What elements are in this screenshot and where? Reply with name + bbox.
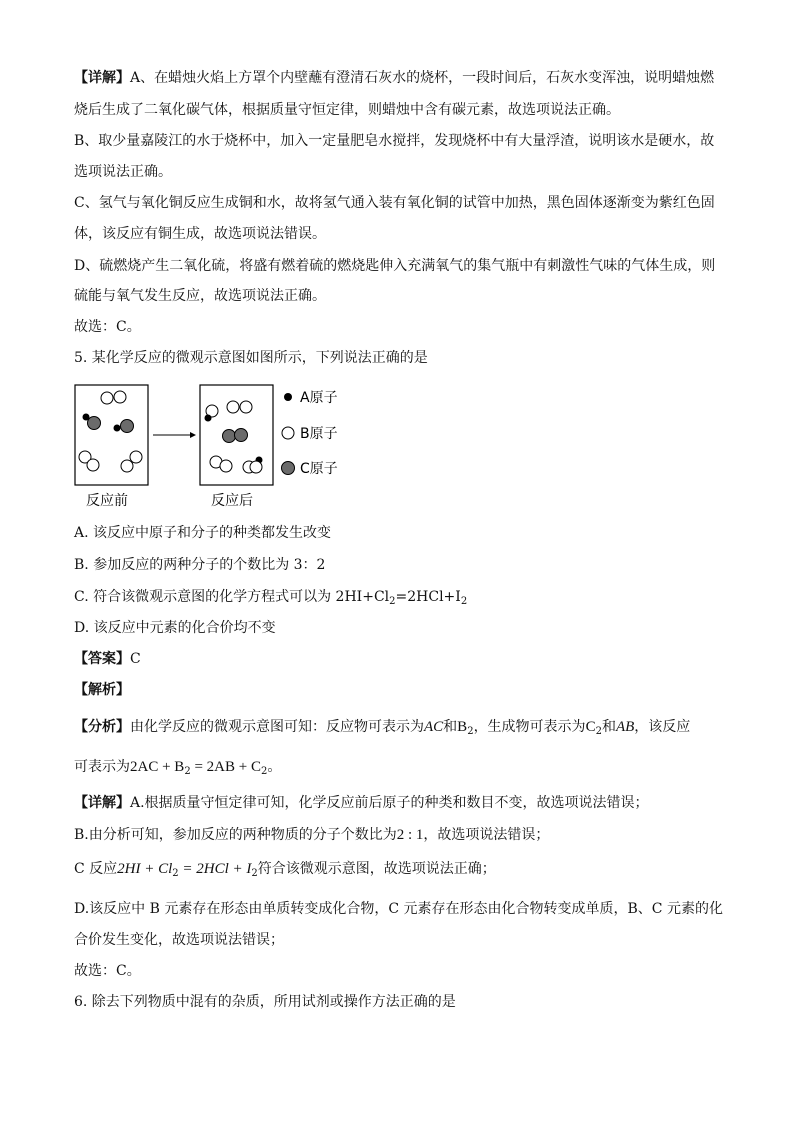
b-atom xyxy=(227,401,239,413)
q4-detail-b-line1: B、取少量嘉陵江的水于烧杯中，加入一定量肥皂水搅拌，发现烧杯中有大量浮渣，说明该水是硬水，故 xyxy=(74,133,715,149)
q6-stem: 6. 除去下列物质中混有的杂质，所用试剂或操作方法正确的是 xyxy=(74,994,456,1010)
legend-c-label: C原子 xyxy=(300,461,338,477)
b-atom xyxy=(114,391,126,403)
q5-answer: 【答案】C xyxy=(74,651,141,667)
b-atom xyxy=(250,461,262,473)
q4-detail-c-line2: 体，该反应有铜生成，故选项说法错误。 xyxy=(74,226,326,242)
legend-a-label: A原子 xyxy=(300,390,338,406)
q4-choice: 故选：C。 xyxy=(74,319,141,335)
legend-b-icon xyxy=(282,427,294,439)
q5-stem: 5. 某化学反应的微观示意图如图所示，下列说法正确的是 xyxy=(74,350,428,366)
q5-option-b: B. 参加反应的两种分子的个数比为 3：2 xyxy=(74,557,326,573)
legend-b-label: B原子 xyxy=(300,426,338,442)
q5-analysis-tag: 【解析】 xyxy=(74,682,130,698)
q4-detail-a-line1: 【详解】A、在蜡烛火焰上方罩个内壁蘸有澄清石灰水的烧杯，一段时间后，石灰水变浑浊，说明蜡烛燃 xyxy=(74,70,715,86)
after-label: 反应后 xyxy=(211,493,253,509)
c-atom xyxy=(88,417,101,430)
c-atom xyxy=(235,429,248,442)
q5-detail-c: C 反应$2HI + Cl_2 = 2HCl + I_2$符合该微观示意图，故选项说法正确； xyxy=(74,861,496,879)
q4-detail-a-line2: 烧后生成了二氧化碳气体，根据质量守恒定律，则蜡烛中含有碳元素，故选项说法正确。 xyxy=(74,102,620,118)
reaction-arrow-head xyxy=(190,432,196,438)
before-label: 反应前 xyxy=(86,493,128,509)
legend-c-icon xyxy=(282,462,295,475)
q5-option-c: C. 符合该微观示意图的化学方程式可以为 $2HI+Cl_2=2HCl+I_2$ xyxy=(74,589,468,607)
reaction-diagram xyxy=(70,380,400,515)
q5-detail-b: B.由分析可知，参加反应的两种物质的分子个数比为2 : 1，故选项说法错误； xyxy=(74,827,550,843)
legend-a-icon xyxy=(284,393,292,401)
q5-detail-d-line1: D.该反应中 B 元素存在形态由单质转变成化合物，C 元素存在形态由化合物转变成单质，B、C 元素的化 xyxy=(74,901,723,917)
q4-detail-d-line2: 硫能与氧气发生反应，故选项说法正确。 xyxy=(74,288,326,304)
q5-detail-d-line2: 合价发生变化，故选项说法错误； xyxy=(74,932,284,948)
b-atom xyxy=(121,460,133,472)
q5-detail-a: 【详解】A.根据质量守恒定律可知，化学反应前后原子的种类和数目不变，故选项说法错误； xyxy=(74,795,649,811)
a-atom xyxy=(205,415,212,422)
q5-option-a: A. 该反应中原子和分子的种类都发生改变 xyxy=(74,525,332,541)
b-atom xyxy=(240,401,252,413)
detail-tag: 【详解】 xyxy=(74,70,130,86)
b-atom xyxy=(130,451,142,463)
q5-fenxi-line2: 可表示为$2AC + B_2 = 2AB + C_2$。 xyxy=(74,759,282,777)
b-atom xyxy=(101,392,113,404)
a-atom xyxy=(114,425,121,432)
q4-detail-d-line1: D、硫燃烧产生二氧化硫，将盛有燃着硫的燃烧匙伸入充满氧气的集气瓶中有刺激性气味的气体生成，则 xyxy=(74,258,716,274)
q5-option-d: D. 该反应中元素的化合价均不变 xyxy=(74,620,276,636)
c-atom xyxy=(223,430,236,443)
b-atom xyxy=(220,460,232,472)
c-atom xyxy=(121,420,134,433)
q5-choice: 故选：C。 xyxy=(74,963,141,979)
b-atom xyxy=(87,459,99,471)
q5-fenxi-line1: 【分析】由化学反应的微观示意图可知：反应物可表示为AC和$B_2$，生成物可表示为$C_2$和AB，该反应 xyxy=(74,719,691,737)
q4-detail-b-line2: 选项说法正确。 xyxy=(74,164,172,180)
q4-detail-c-line1: C、氢气与氧化铜反应生成铜和水，故将氢气通入装有氧化铜的试管中加热，黑色固体逐渐变为紫红色固 xyxy=(74,195,715,211)
